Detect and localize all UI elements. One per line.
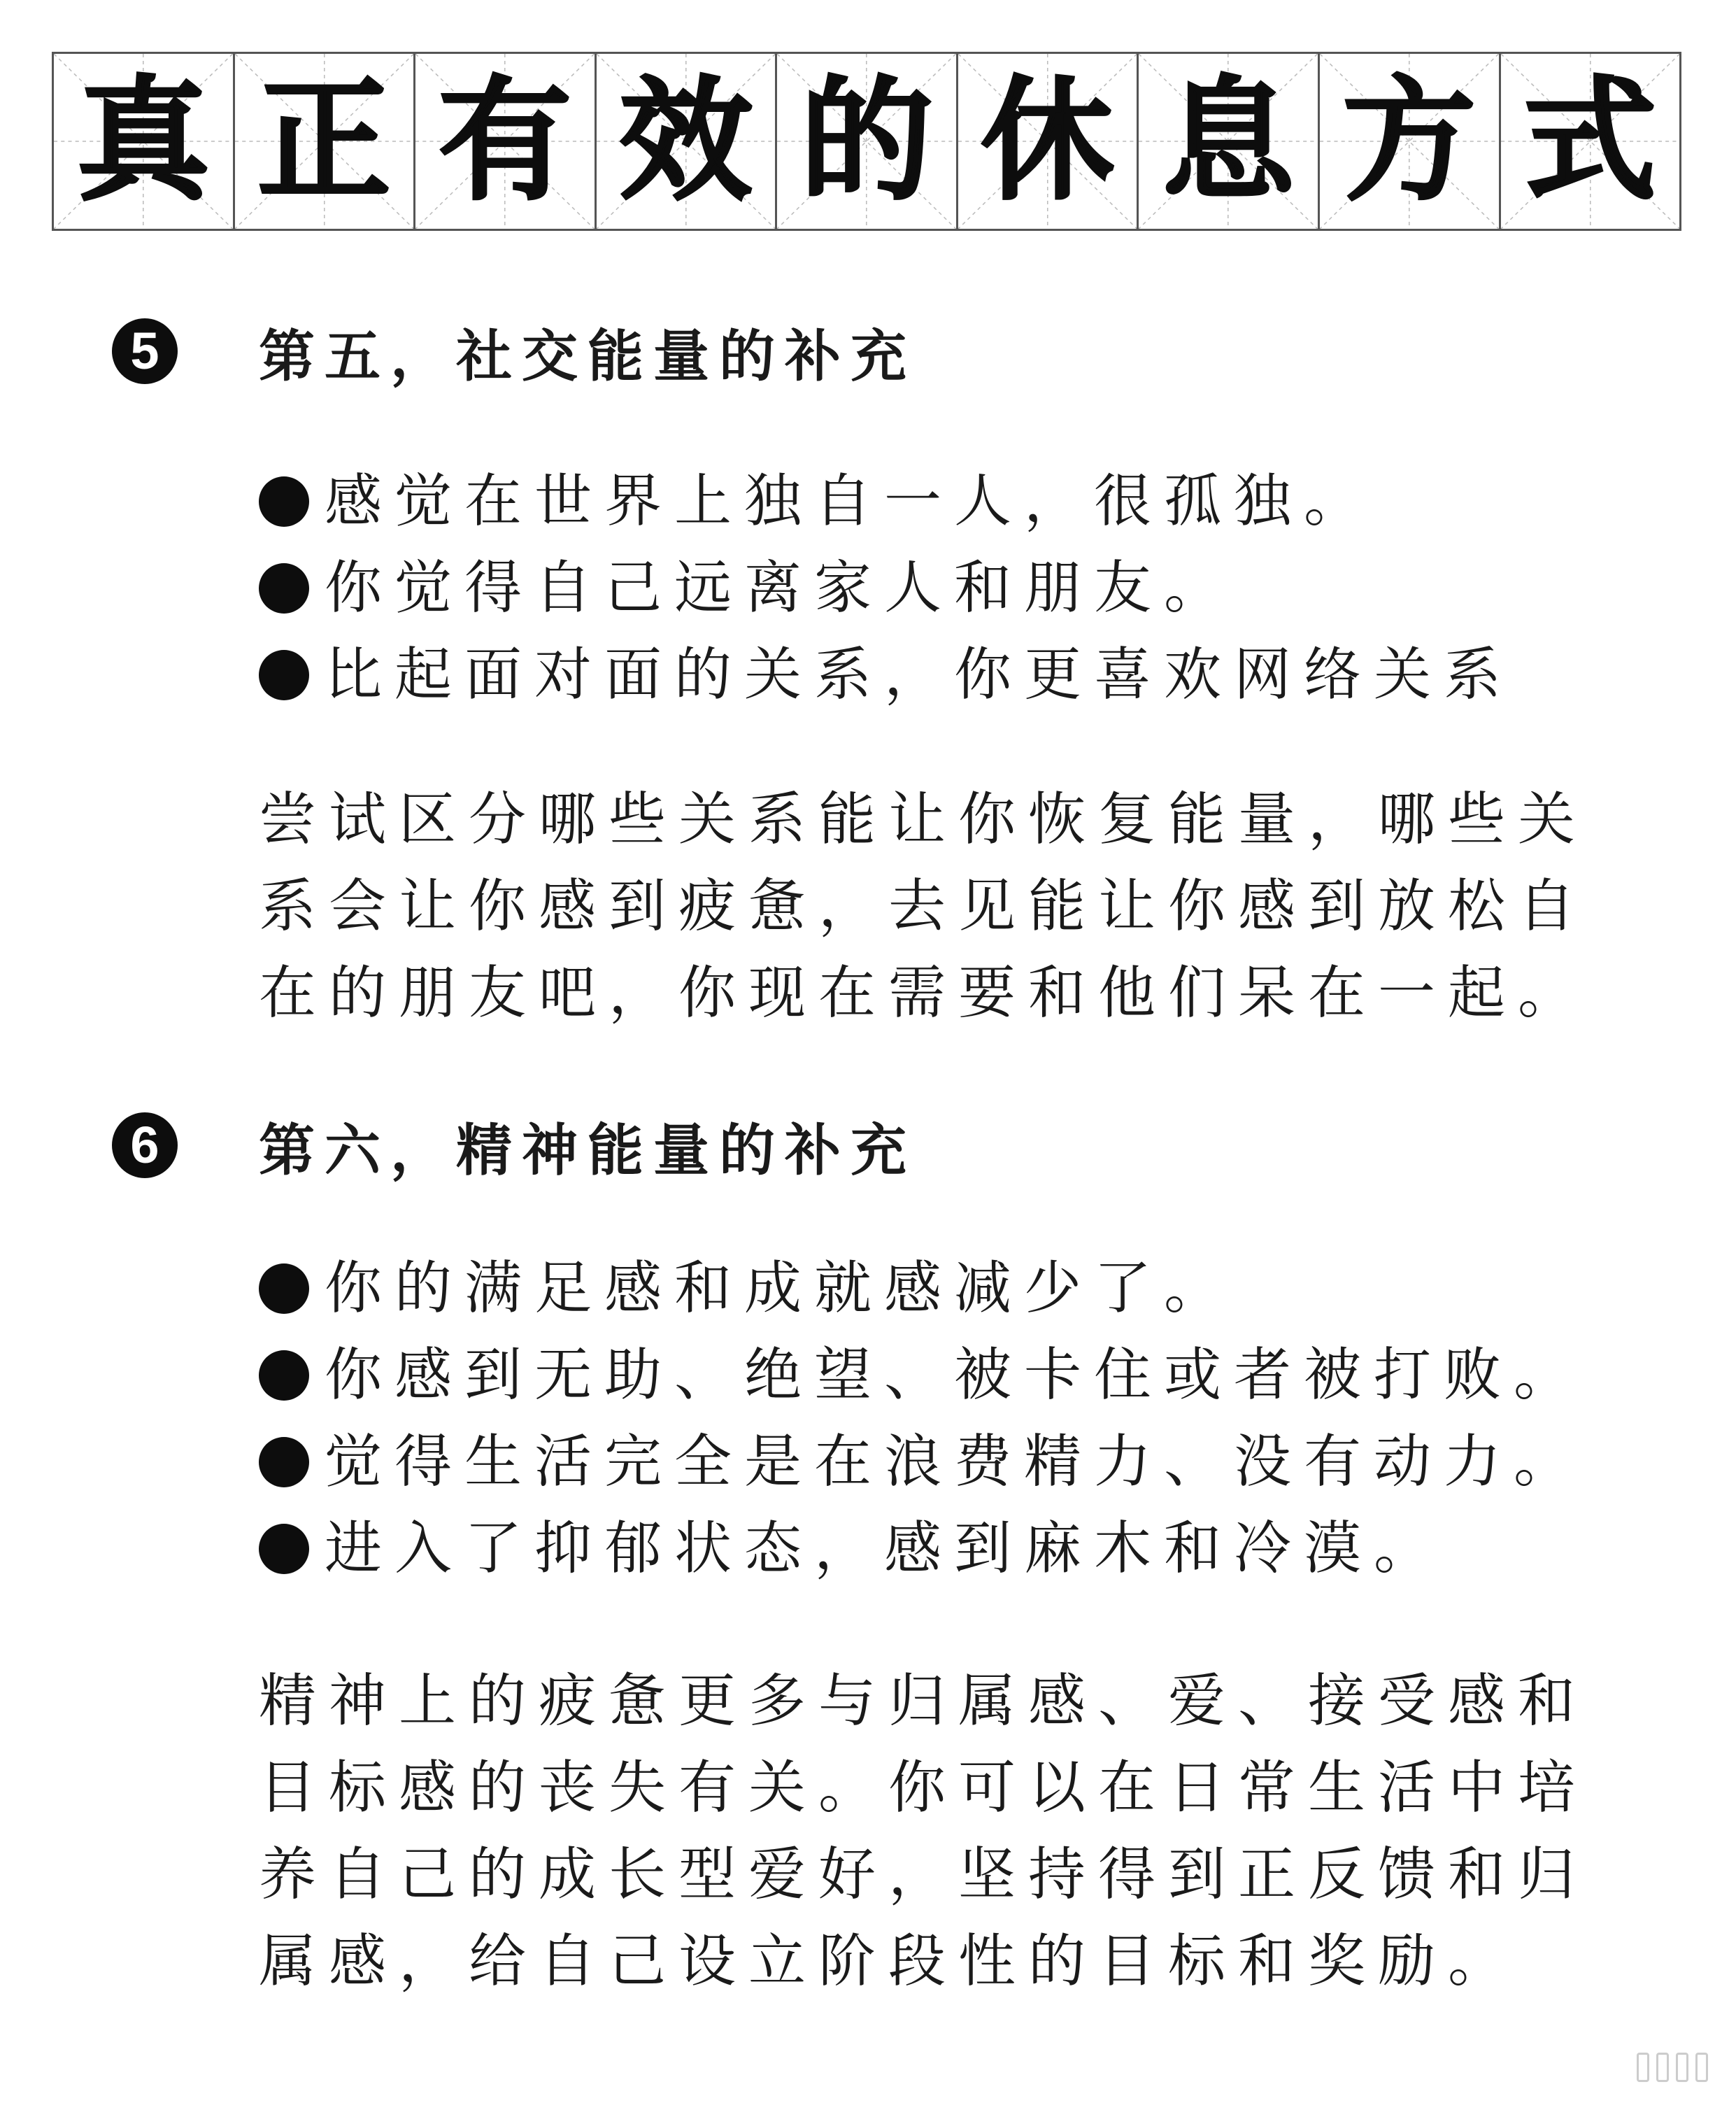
paragraph-line: 系会让你感到疲惫，去见能让你感到放松自 (259, 873, 1588, 940)
title-char: 有 (438, 64, 571, 218)
title-cell (597, 54, 778, 229)
title-cell (1320, 54, 1501, 229)
bullet-dot-icon (259, 1437, 309, 1487)
section-5-header (112, 318, 916, 389)
bullet-item (259, 545, 1514, 632)
section-number-badge: 6 (112, 1112, 178, 1178)
title-char: 的 (800, 64, 934, 218)
title-char: 正 (257, 64, 391, 218)
section-5-bullets (259, 458, 1514, 718)
bullet-text: 比起面对面的关系，你更喜欢网络关系 (325, 642, 1514, 708)
bullet-text: 你感到无助、绝望、被卡住或者被打败。 (325, 1342, 1584, 1408)
bullet-item (259, 1332, 1584, 1419)
bullet-dot-icon (259, 650, 309, 700)
title-cell (777, 54, 958, 229)
title-cell (1501, 54, 1680, 229)
bullet-dot-icon (259, 563, 309, 614)
bullet-dot-icon (259, 1350, 309, 1401)
paragraph-line: 属感，给自己设立阶段性的目标和奖励。 (259, 1928, 1518, 1995)
section-6-header (112, 1112, 916, 1183)
section-number-badge: 5 (112, 318, 178, 384)
bullet-dot-icon (259, 1263, 309, 1314)
section-6-paragraph (259, 1658, 1630, 2005)
title-char: 效 (619, 64, 753, 218)
bullet-text: 觉得生活完全是在浪费精力、没有动力。 (325, 1429, 1584, 1495)
title-char: 式 (1523, 64, 1657, 218)
watermark-icon (1637, 2053, 1708, 2082)
title-grid (52, 52, 1681, 231)
bullet-item (259, 1419, 1584, 1506)
paragraph-line: 尝试区分哪些关系能让你恢复能量，哪些关 (259, 786, 1588, 853)
title-cell (415, 54, 597, 229)
title-char: 息 (1162, 64, 1295, 218)
bullet-item (259, 1506, 1584, 1592)
bullet-item (259, 632, 1514, 718)
bullet-item (259, 1245, 1584, 1332)
paragraph-line: 养自己的成长型爱好，坚持得到正反馈和归 (259, 1841, 1588, 1908)
bullet-dot-icon (259, 476, 309, 527)
title-cell (54, 54, 235, 229)
bullet-dot-icon (259, 1524, 309, 1574)
section-6-bullets (259, 1245, 1584, 1592)
title-cell (1139, 54, 1320, 229)
section-5-paragraph (259, 777, 1630, 1037)
section-6-title: 第六，精神能量的补充 (259, 1117, 916, 1183)
paragraph-line: 精神上的疲惫更多与归属感、爱、接受感和 (259, 1668, 1588, 1734)
title-cell (958, 54, 1139, 229)
paragraph-line: 目标感的丧失有关。你可以在日常生活中培 (259, 1755, 1588, 1821)
bullet-text: 进入了抑郁状态，感到麻木和冷漠。 (325, 1515, 1444, 1582)
bullet-text: 感觉在世界上独自一人，很孤独。 (325, 468, 1374, 534)
bullet-text: 你的满足感和成就感减少了。 (325, 1255, 1235, 1322)
title-char: 真 (76, 64, 210, 218)
title-char: 休 (981, 64, 1114, 218)
title-char: 方 (1342, 64, 1476, 218)
bullet-item (259, 458, 1514, 545)
section-5-title: 第五，社交能量的补充 (259, 323, 916, 389)
title-cell (235, 54, 416, 229)
paragraph-line: 在的朋友吧，你现在需要和他们呆在一起。 (259, 960, 1588, 1026)
bullet-text: 你觉得自己远离家人和朋友。 (325, 555, 1235, 621)
